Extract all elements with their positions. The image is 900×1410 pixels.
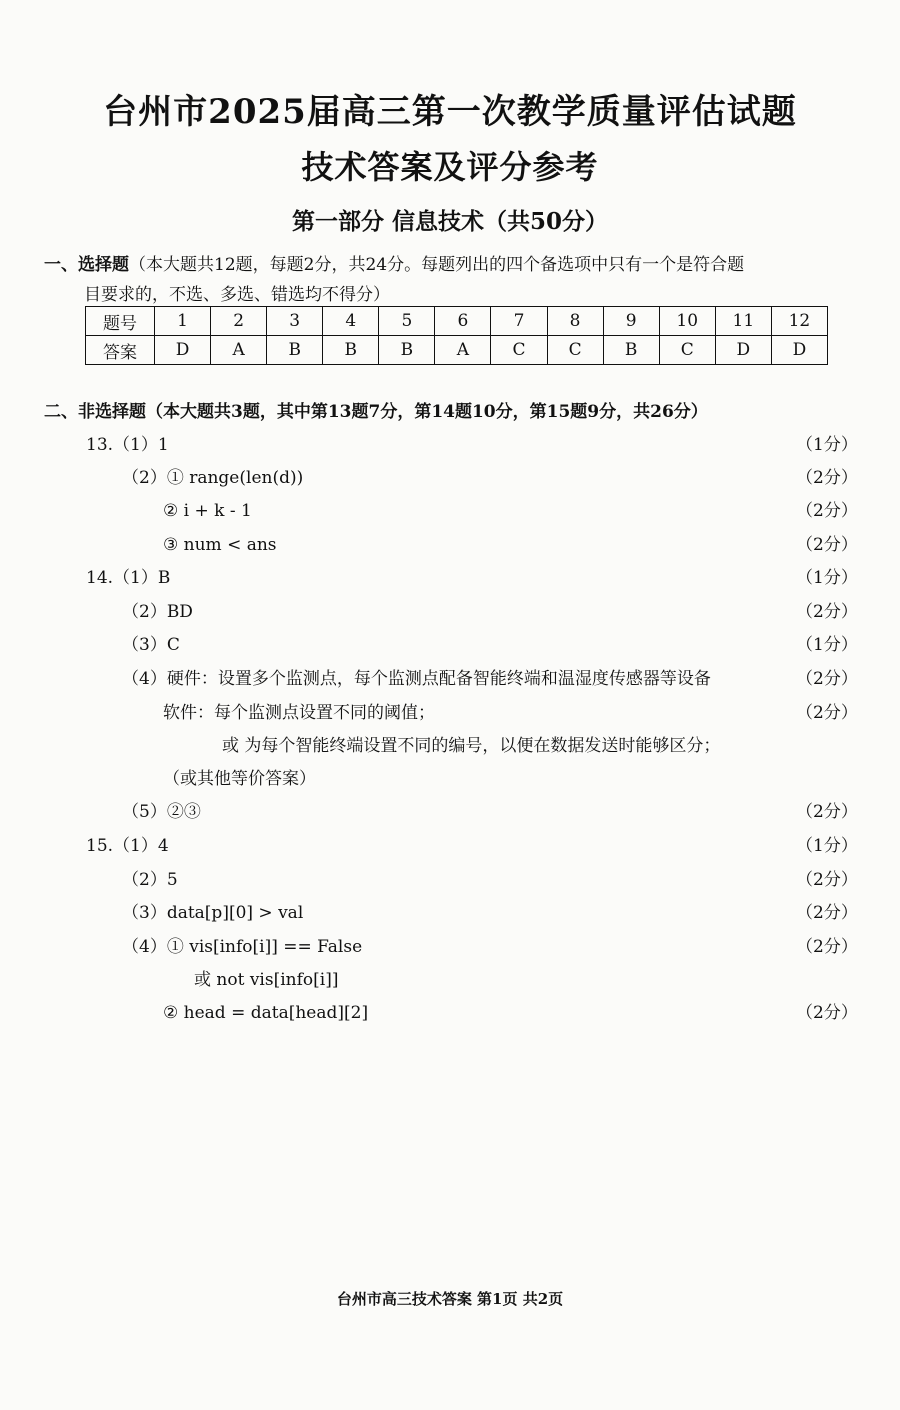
section1-desc-line1: （本大题共12题，每题2分，共24分。每题列出的四个备选项中只有一个是符合题 bbox=[129, 255, 745, 275]
answer-cell: D bbox=[771, 336, 827, 365]
row-label-number: 题号 bbox=[86, 307, 155, 336]
answer-line-14-4-note bbox=[0, 764, 900, 794]
answer-cell: A bbox=[435, 336, 491, 365]
answer-text: （或其他等价答案） bbox=[163, 769, 316, 789]
score-label: （2分） bbox=[796, 703, 858, 723]
answer-line-14-5 bbox=[0, 797, 900, 827]
score-label: （1分） bbox=[796, 435, 858, 455]
answer-line-15-4-1-alt bbox=[0, 965, 900, 995]
score-label: （2分） bbox=[796, 535, 858, 555]
answer-text: 13.（1）1 bbox=[86, 435, 169, 455]
answer-line-13-2-2 bbox=[0, 496, 900, 526]
answer-cell: B bbox=[267, 336, 323, 365]
answer-line-15-1 bbox=[0, 831, 900, 861]
score-label: （2分） bbox=[796, 602, 858, 622]
answer-text: ② i + k - 1 bbox=[163, 501, 252, 521]
answer-cell: B bbox=[379, 336, 435, 365]
answer-text: （4）① vis[info[i]] == False bbox=[122, 937, 363, 957]
question-number: 11 bbox=[715, 307, 771, 336]
answer-text: 14.（1）B bbox=[86, 568, 171, 588]
answer-text: 软件：每个监测点设置不同的阈值； bbox=[163, 703, 435, 723]
score-label: （2分） bbox=[796, 1003, 858, 1023]
question-number: 7 bbox=[491, 307, 547, 336]
section1-desc-line2: 目要求的，不选、多选、错选均不得分） bbox=[84, 285, 390, 305]
answer-text: 或 为每个智能终端设置不同的编号，以便在数据发送时能够区分； bbox=[222, 736, 721, 756]
answer-cell: C bbox=[547, 336, 603, 365]
answer-line-14-4-alternative bbox=[0, 731, 900, 761]
answer-table-answer-row bbox=[86, 336, 828, 365]
score-label: （1分） bbox=[796, 568, 858, 588]
answer-cell: C bbox=[491, 336, 547, 365]
answer-text: （3）C bbox=[122, 635, 180, 655]
answer-line-14-1 bbox=[0, 563, 900, 593]
score-label: （2分） bbox=[796, 870, 858, 890]
question-number: 10 bbox=[659, 307, 715, 336]
answer-text: （2）BD bbox=[122, 602, 193, 622]
answer-line-14-4-hardware bbox=[0, 664, 900, 694]
section1-heading: 一、选择题 bbox=[44, 255, 129, 275]
answer-text: （2）5 bbox=[122, 870, 178, 890]
score-label: （2分） bbox=[796, 903, 858, 923]
question-number: 2 bbox=[211, 307, 267, 336]
answer-cell: A bbox=[211, 336, 267, 365]
answer-line-14-2 bbox=[0, 597, 900, 627]
row-label-answer: 答案 bbox=[86, 336, 155, 365]
question-number: 6 bbox=[435, 307, 491, 336]
score-label: （2分） bbox=[796, 501, 858, 521]
document-subtitle: 技术答案及评分参考 bbox=[301, 148, 599, 186]
question-number: 8 bbox=[547, 307, 603, 336]
question-number: 12 bbox=[771, 307, 827, 336]
answer-line-14-4-software bbox=[0, 698, 900, 728]
section2-heading: 二、非选择题（本大题共3题，其中第13题7分，第14题10分，第15题9分，共26分） bbox=[44, 402, 708, 422]
answer-line-15-2 bbox=[0, 865, 900, 895]
answer-text: ② head = data[head][2] bbox=[163, 1003, 369, 1023]
answer-line-13-1 bbox=[0, 430, 900, 460]
answer-table bbox=[85, 306, 828, 365]
answer-cell: D bbox=[155, 336, 211, 365]
question-number: 5 bbox=[379, 307, 435, 336]
answer-line-15-4-2 bbox=[0, 998, 900, 1028]
section1-header bbox=[44, 250, 874, 310]
answer-line-13-2-1 bbox=[0, 463, 900, 493]
page-footer: 台州市高三技术答案 第1页 共2页 bbox=[336, 1290, 564, 1308]
question-number: 1 bbox=[155, 307, 211, 336]
part-title: 第一部分 信息技术（共50分） bbox=[291, 208, 608, 235]
answer-line-15-3 bbox=[0, 898, 900, 928]
answer-text: （4）硬件：设置多个监测点，每个监测点配备智能终端和温湿度传感器等设备 bbox=[122, 669, 711, 689]
answer-text: （2）① range(len(d)) bbox=[122, 468, 304, 488]
answer-text: 15.（1）4 bbox=[86, 836, 169, 856]
answer-line-13-2-3 bbox=[0, 530, 900, 560]
answer-text: ③ num < ans bbox=[163, 535, 277, 555]
question-number: 9 bbox=[603, 307, 659, 336]
answer-text: 或 not vis[info[i]] bbox=[194, 970, 339, 990]
score-label: （2分） bbox=[796, 669, 858, 689]
question-number: 3 bbox=[267, 307, 323, 336]
score-label: （2分） bbox=[796, 802, 858, 822]
document-title: 台州市2025届高三第一次教学质量评估试题 bbox=[103, 92, 797, 132]
answer-cell: B bbox=[323, 336, 379, 365]
answer-cell: D bbox=[715, 336, 771, 365]
answer-text: （3）data[p][0] > val bbox=[122, 903, 304, 923]
answer-cell: B bbox=[603, 336, 659, 365]
answer-line-15-4-1 bbox=[0, 932, 900, 962]
answer-cell: C bbox=[659, 336, 715, 365]
answer-text: （5）②③ bbox=[122, 802, 201, 822]
score-label: （2分） bbox=[796, 937, 858, 957]
answer-table-number-row bbox=[86, 307, 828, 336]
score-label: （1分） bbox=[796, 635, 858, 655]
answer-line-14-3 bbox=[0, 630, 900, 660]
question-number: 4 bbox=[323, 307, 379, 336]
score-label: （1分） bbox=[796, 836, 858, 856]
score-label: （2分） bbox=[796, 468, 858, 488]
